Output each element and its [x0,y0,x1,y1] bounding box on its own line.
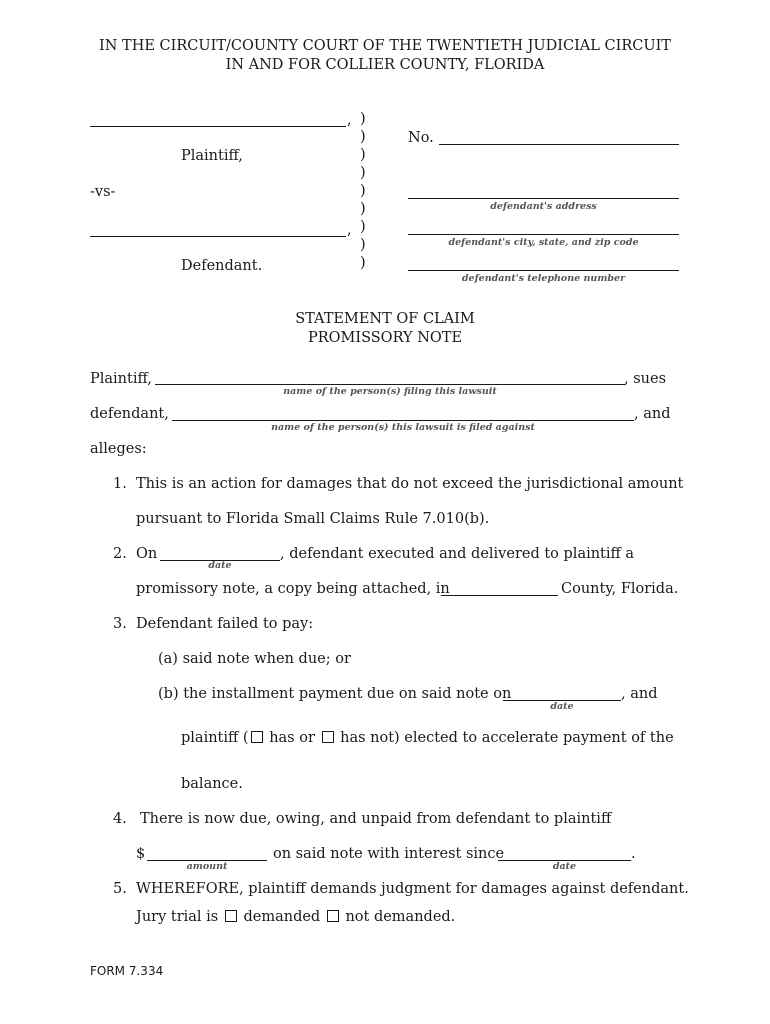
interest-date-caption: date [552,861,577,872]
jury-demanded-checkbox[interactable] [225,910,237,922]
item-3c-part-3: has not) elected to accelerate payment of the [340,730,674,746]
item-2-number: 2. [113,546,127,562]
item-3c-part-2: has or [269,730,315,746]
intro-plaintiff-suffix: , sues [624,371,667,387]
caption-paren: ) [360,219,366,235]
item-1-number: 1. [113,476,127,492]
alleges-label: alleges: [90,441,147,457]
amount-caption: amount [186,861,228,872]
caption-paren: ) [360,165,366,181]
caption-paren: ) [360,147,366,163]
plaintiff-full-name-field[interactable] [155,384,625,385]
defendant-name-line[interactable] [90,236,346,237]
defendant-name-caption: name of the person(s) this lawsuit is filed against [271,422,535,433]
intro-plaintiff-prefix: Plaintiff, [90,371,152,387]
caption-comma: , [347,222,352,238]
document-title-line-1: STATEMENT OF CLAIM [295,311,475,327]
has-elected-checkbox[interactable] [251,731,263,743]
defendant-address-field[interactable] [408,198,679,199]
jury-trial-line [136,909,455,925]
defendant-label: Defendant. [181,258,263,274]
intro-defendant-prefix: defendant, [90,406,169,422]
item-4-end: . [631,846,636,862]
caption-paren: ) [360,201,366,217]
item-3b-prefix: (b) the installment payment due on said note on [158,686,512,702]
defendant-full-name-field[interactable] [172,420,634,421]
note-date-caption: date [208,560,232,571]
item-4-number: 4. [113,811,127,827]
defendant-phone-field[interactable] [408,270,679,271]
item-1-line-2: pursuant to Florida Small Claims Rule 7.010(b). [136,511,490,527]
defendant-city-caption: defendant's city, state, and zip code [448,237,639,248]
intro-defendant-suffix: , and [634,406,671,422]
item-2-rest: , defendant executed and delivered to plaintiff a [280,546,635,562]
item-3-line-1: Defendant failed to pay: [136,616,314,632]
caption-paren: ) [360,129,366,145]
item-3b-suffix: , and [621,686,658,702]
plaintiff-name-line[interactable] [90,126,346,127]
acceleration-line [181,730,674,746]
item-3c-part-1: plaintiff ( [181,730,249,746]
caption-paren: ) [360,255,366,271]
item-5-number: 5. [113,881,127,897]
jury-demanded-label: demanded [243,909,321,925]
has-not-elected-checkbox[interactable] [322,731,334,743]
document-title-line-2: PROMISSORY NOTE [307,330,463,346]
caption-comma: , [347,112,352,128]
county-field[interactable] [441,595,558,596]
defendant-phone-caption: defendant's telephone number [461,273,626,284]
plaintiff-name-caption: name of the person(s) filing this lawsuit [283,386,497,397]
case-number-field[interactable] [439,144,679,145]
court-header-line-1: IN THE CIRCUIT/COUNTY COURT OF THE TWENTIETH JUDICIAL CIRCUIT [99,38,671,54]
item-2-line-2-a: promissory note, a copy being attached, in [136,581,450,597]
vs-label: -vs- [90,184,116,200]
defendant-city-field[interactable] [408,234,679,235]
defendant-address-caption: defendant's address [490,201,597,212]
caption-paren: ) [360,183,366,199]
item-3d: balance. [181,776,243,792]
jury-not-demanded-checkbox[interactable] [327,910,339,922]
case-number-label: No. [408,130,434,146]
item-2-line-2-b: County, Florida. [561,581,679,597]
caption-paren: ) [360,237,366,253]
plaintiff-label: Plaintiff, [181,148,243,164]
caption-paren: ) [360,111,366,127]
item-3a: (a) said note when due; or [158,651,351,667]
installment-date-caption: date [550,701,574,712]
item-3-number: 3. [113,616,127,632]
item-2-on: On [136,546,158,562]
item-4-mid: on said note with interest since [273,846,505,862]
item-4-dollar: $ [136,846,146,862]
jury-not-demanded-label: not demanded. [345,909,456,925]
item-1-line-1: This is an action for damages that do not exceed the jurisdictional amount [136,476,684,492]
item-5-line-1: WHEREFORE, plaintiff demands judgment for damages against defendant. [136,881,689,897]
jury-trial-label: Jury trial is [136,909,219,925]
form-number: FORM 7.334 [90,964,164,978]
court-header-line-2: IN AND FOR COLLIER COUNTY, FLORIDA [225,57,545,73]
item-4-line-1: There is now due, owing, and unpaid from defendant to plaintiff [140,811,612,827]
